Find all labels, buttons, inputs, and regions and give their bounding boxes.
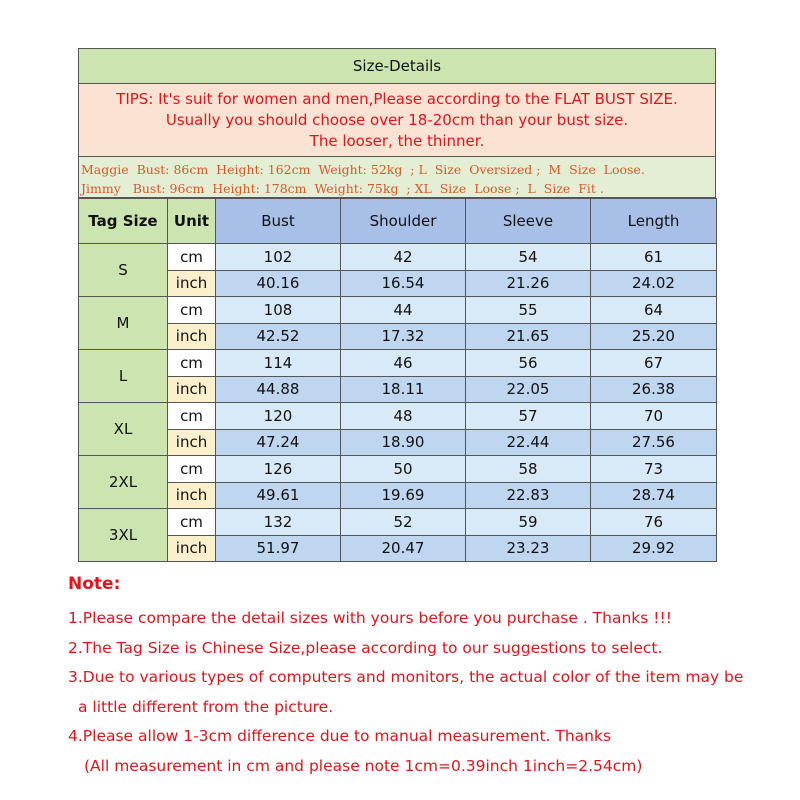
measurement-cell: 22.05: [466, 376, 591, 403]
tag-size-cell: S: [79, 244, 168, 297]
measurement-cell: 21.65: [466, 323, 591, 350]
measurement-cell: 47.24: [216, 429, 341, 456]
measurement-cell: 61: [591, 244, 717, 271]
header-length: Length: [591, 199, 717, 244]
model-info-jimmy: Jimmy Bust: 96cm Height: 178cm Weight: 75kg ; XL Size Loose ; L Size Fit .: [81, 181, 604, 196]
unit-cell: cm: [168, 297, 216, 324]
size-details-title: Size-Details: [78, 48, 716, 84]
table-row: [79, 297, 717, 324]
measurement-cell: 70: [591, 403, 717, 430]
table-row: [79, 270, 717, 297]
unit-cell: inch: [168, 323, 216, 350]
measurement-cell: 42: [341, 244, 466, 271]
measurement-cell: 51.97: [216, 535, 341, 562]
tag-size-cell: XL: [79, 403, 168, 456]
measurement-cell: 50: [341, 456, 466, 483]
measurement-cell: 26.38: [591, 376, 717, 403]
table-row: [79, 403, 717, 430]
tag-size-cell: L: [79, 350, 168, 403]
measurement-cell: 17.32: [341, 323, 466, 350]
measurement-cell: 18.90: [341, 429, 466, 456]
table-row: [79, 509, 717, 536]
measurement-cell: 67: [591, 350, 717, 377]
measurement-cell: 49.61: [216, 482, 341, 509]
table-row: [79, 429, 717, 456]
unit-cell: cm: [168, 350, 216, 377]
tag-size-cell: M: [79, 297, 168, 350]
note-line-3: 3.Due to various types of computers and monitors, the actual color of the item may be: [68, 668, 744, 686]
measurement-cell: 25.20: [591, 323, 717, 350]
unit-cell: cm: [168, 456, 216, 483]
note-line-2: 2.The Tag Size is Chinese Size,please according to our suggestions to select.: [68, 638, 663, 657]
tag-size-cell: 2XL: [79, 456, 168, 509]
header-shoulder: Shoulder: [341, 199, 466, 244]
measurement-cell: 23.23: [466, 535, 591, 562]
measurement-cell: 44.88: [216, 376, 341, 403]
measurement-cell: 29.92: [591, 535, 717, 562]
table-row: [79, 323, 717, 350]
measurement-cell: 76: [591, 509, 717, 536]
tips-line-3: The looser, the thinner.: [309, 131, 485, 150]
measurement-cell: 19.69: [341, 482, 466, 509]
measurement-cell: 56: [466, 350, 591, 377]
measurement-cell: 120: [216, 403, 341, 430]
table-row: [79, 456, 717, 483]
measurement-cell: 42.52: [216, 323, 341, 350]
header-sleeve: Sleeve: [466, 199, 591, 244]
size-table-header: [79, 199, 717, 244]
measurement-cell: 22.44: [466, 429, 591, 456]
measurement-cell: 57: [466, 403, 591, 430]
unit-cell: inch: [168, 376, 216, 403]
header-unit: Unit: [168, 199, 216, 244]
measurement-cell: 18.11: [341, 376, 466, 403]
unit-cell: cm: [168, 244, 216, 271]
measurement-cell: 64: [591, 297, 717, 324]
model-info-box: [78, 156, 716, 198]
table-row: [79, 244, 717, 271]
measurement-cell: 108: [216, 297, 341, 324]
model-info-maggie: Maggie Bust: 86cm Height: 162cm Weight: 52kg ; L Size Oversized ; M Size Loose.: [81, 162, 645, 177]
tag-size-cell: 3XL: [79, 509, 168, 562]
measurement-cell: 54: [466, 244, 591, 271]
measurement-cell: 102: [216, 244, 341, 271]
measurement-cell: 59: [466, 509, 591, 536]
measurement-cell: 48: [341, 403, 466, 430]
note-line-3-cont: a little different from the picture.: [78, 697, 334, 716]
size-table: [78, 198, 717, 562]
measurement-cell: 73: [591, 456, 717, 483]
notes-heading: Note:: [68, 574, 121, 594]
measurement-cell: 40.16: [216, 270, 341, 297]
measurement-cell: 132: [216, 509, 341, 536]
measurement-cell: 55: [466, 297, 591, 324]
table-row: [79, 535, 717, 562]
table-row: [79, 482, 717, 509]
measurement-cell: 28.74: [591, 482, 717, 509]
unit-cell: inch: [168, 535, 216, 562]
table-row: [79, 350, 717, 377]
tips-line-2: Usually you should choose over 18-20cm than your bust size.: [165, 110, 629, 129]
measurement-cell: 21.26: [466, 270, 591, 297]
note-line-4: 4.Please allow 1-3cm difference due to manual measurement. Thanks: [68, 727, 612, 745]
note-line-1: 1.Please compare the detail sizes with yours before you purchase . Thanks !!!: [68, 609, 672, 627]
unit-cell: cm: [168, 403, 216, 430]
unit-cell: inch: [168, 482, 216, 509]
measurement-cell: 16.54: [341, 270, 466, 297]
note-line-4-cont: (All measurement in cm and please note 1cm=0.39inch 1inch=2.54cm): [84, 756, 643, 775]
measurement-cell: 46: [341, 350, 466, 377]
header-bust: Bust: [216, 199, 341, 244]
tips-line-1: TIPS: It's suit for women and men,Please according to the FLAT BUST SIZE.: [116, 89, 678, 108]
tips-box: [78, 83, 716, 157]
measurement-cell: 27.56: [591, 429, 717, 456]
measurement-cell: 20.47: [341, 535, 466, 562]
measurement-cell: 44: [341, 297, 466, 324]
unit-cell: inch: [168, 270, 216, 297]
measurement-cell: 24.02: [591, 270, 717, 297]
unit-cell: inch: [168, 429, 216, 456]
measurement-cell: 114: [216, 350, 341, 377]
measurement-cell: 58: [466, 456, 591, 483]
unit-cell: cm: [168, 509, 216, 536]
notes-section: [68, 574, 768, 781]
table-row: [79, 376, 717, 403]
measurement-cell: 22.83: [466, 482, 591, 509]
header-tag-size: Tag Size: [79, 199, 168, 244]
measurement-cell: 52: [341, 509, 466, 536]
measurement-cell: 126: [216, 456, 341, 483]
